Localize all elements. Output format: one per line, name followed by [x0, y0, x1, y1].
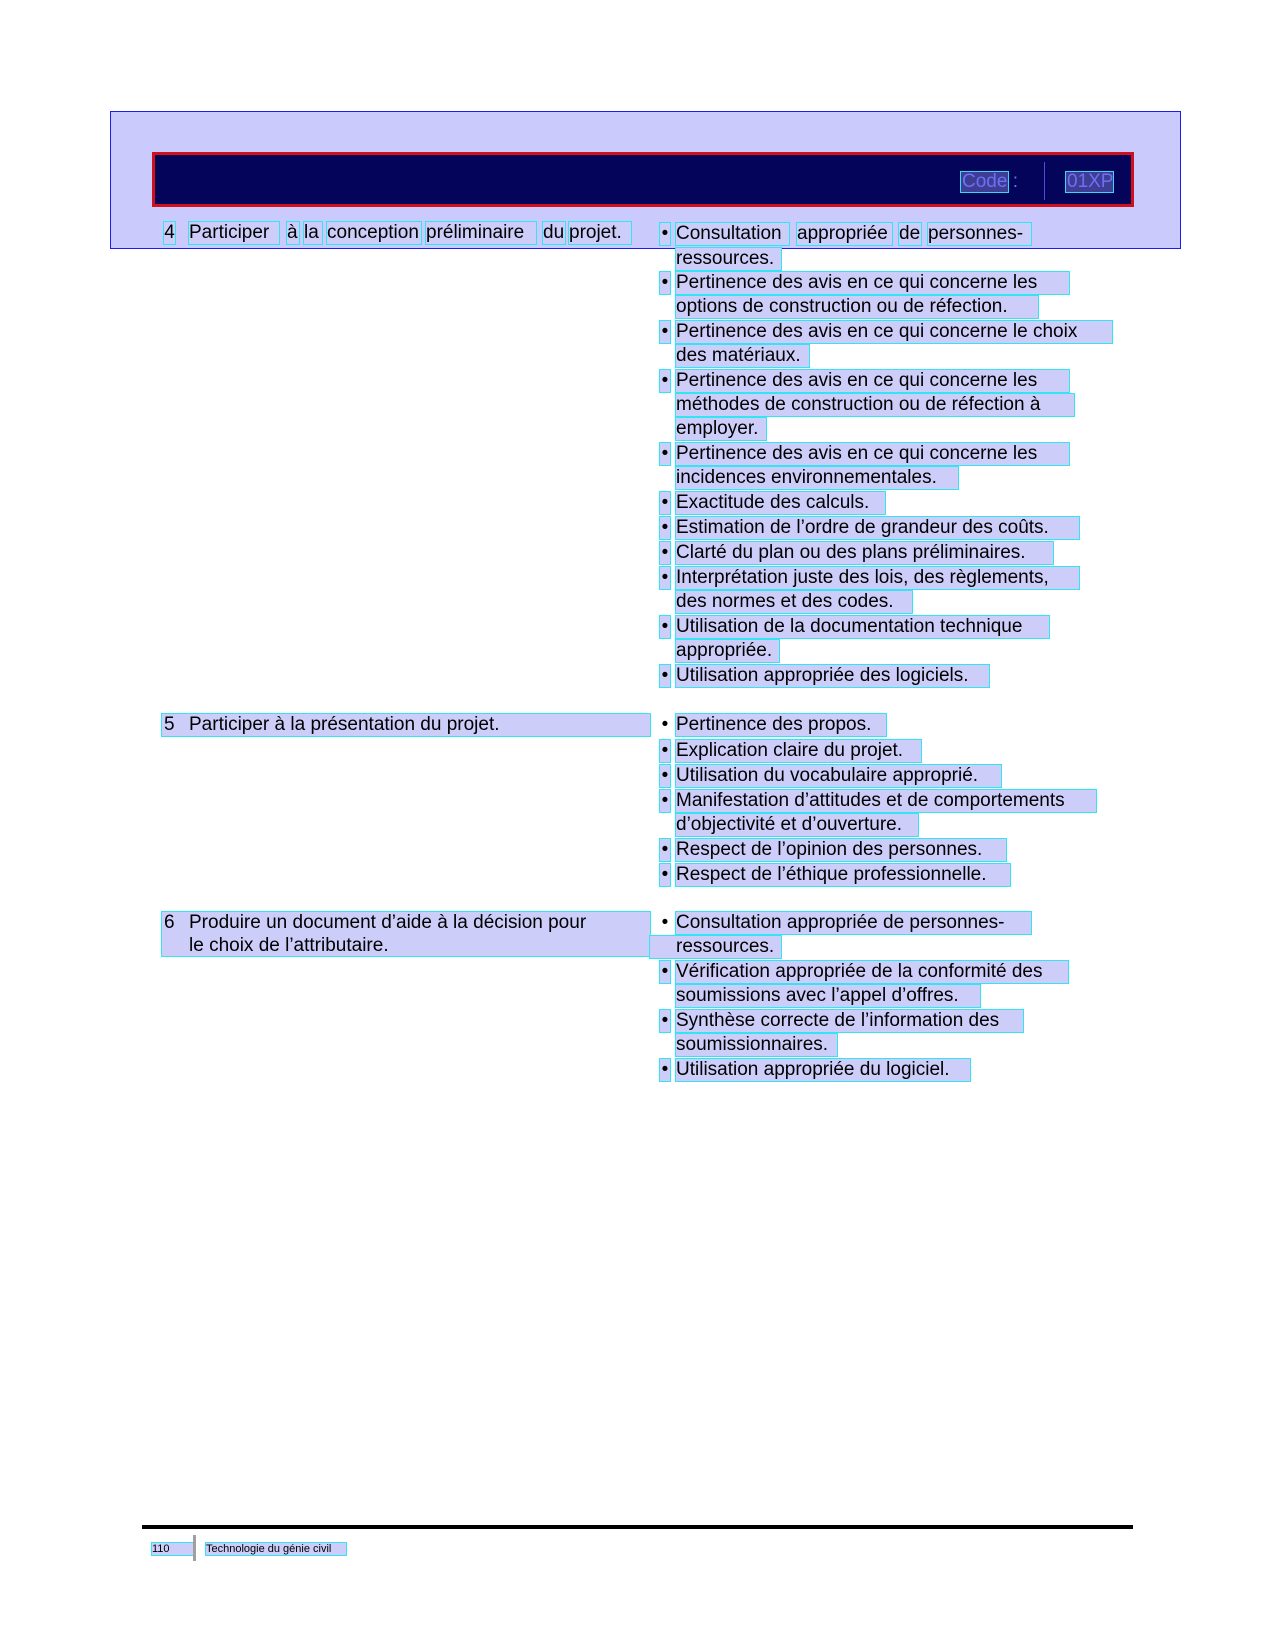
criterion-line: Explication claire du projet. [676, 740, 921, 762]
section-5-title: Participer à la présentation du projet. [189, 714, 500, 735]
criterion-line: méthodes de construction ou de réfection à [676, 394, 1074, 416]
criterion-line: incidences environnementales. [676, 467, 958, 489]
bullet: • [661, 961, 669, 982]
criterion-line: Clarté du plan ou des plans préliminaires. [676, 542, 1053, 564]
criterion-line: Utilisation appropriée du logiciel. [676, 1059, 970, 1081]
bullet: • [661, 616, 669, 637]
bullet: • [661, 740, 669, 761]
section-6-number: 6 [164, 912, 175, 933]
bullet: • [661, 370, 669, 391]
bullet: • [661, 542, 669, 563]
criterion-line: Utilisation appropriée des logiciels. [676, 665, 989, 687]
bullet: • [661, 790, 669, 811]
criterion-word: Consultation [676, 223, 789, 245]
section-4-title-word: Participer [189, 222, 279, 244]
section-6-title-line: le choix de l’attributaire. [189, 935, 389, 956]
criterion-line: Exactitude des calculs. [676, 492, 885, 514]
criterion-line: Consultation appropriée de personnes- [676, 912, 1031, 934]
criterion-line: d’objectivité et d’ouverture. [676, 814, 918, 836]
criterion-line: employer. [676, 418, 766, 440]
bullet: • [661, 1059, 669, 1080]
footer-page-number: 110 [152, 1543, 194, 1555]
section-4-number: 4 [164, 222, 175, 243]
criterion-line: Respect de l’éthique professionnelle. [676, 864, 1010, 886]
criterion-line: Utilisation du vocabulaire approprié. [676, 765, 1001, 787]
section-4-title-word: à [287, 222, 298, 243]
criterion-line: des matériaux. [676, 345, 809, 367]
criterion-line: Utilisation de la documentation technique [676, 616, 1049, 638]
criterion-line: soumissions avec l’appel d’offres. [676, 985, 980, 1007]
bullet: • [661, 665, 669, 686]
criterion-word: appropriée [797, 223, 892, 245]
bullet: • [661, 223, 669, 244]
bullet: • [661, 714, 669, 735]
code-value: 01XP [1067, 171, 1114, 192]
bullet: • [661, 517, 669, 538]
criterion-line-text: ressources. [676, 936, 775, 957]
section-4-title-word: préliminaire [426, 222, 536, 244]
footer-separator [193, 1535, 196, 1561]
criterion-word: personnes- [928, 223, 1031, 245]
bullet: • [661, 567, 669, 588]
bullet: • [661, 912, 669, 933]
section-5-number: 5 [164, 714, 175, 735]
criterion-line: Synthèse correcte de l’information des [676, 1010, 1023, 1032]
criterion-line: Pertinence des propos. [676, 714, 886, 736]
section-4-title-word: du [543, 222, 565, 243]
bullet: • [661, 443, 669, 464]
footer-document-title: Technologie du génie civil [206, 1543, 346, 1555]
criterion-line: options de construction ou de réfection. [676, 296, 1038, 318]
criterion-line: Manifestation d’attitudes et de comportements [676, 790, 1096, 812]
criterion-line: Pertinence des avis en ce qui concerne les [676, 443, 1069, 465]
criterion-line: Pertinence des avis en ce qui concerne les [676, 272, 1069, 294]
criterion-line: Pertinence des avis en ce qui concerne les [676, 370, 1069, 392]
section-5-title-row [162, 714, 650, 736]
section-6-title-line: Produire un document d’aide à la décision pour [189, 912, 587, 933]
criterion-line: des normes et des codes. [676, 591, 912, 613]
section-4-title-word: conception [327, 222, 421, 244]
criterion-line: Pertinence des avis en ce qui concerne le choix [676, 321, 1112, 343]
bullet: • [661, 492, 669, 513]
bullet: • [661, 1010, 669, 1031]
criterion-line: Respect de l’opinion des personnes. [676, 839, 1006, 861]
criterion-line: appropriée. [676, 640, 779, 662]
bullet: • [661, 839, 669, 860]
criterion-word: de [899, 223, 921, 244]
section-4-title-word: la [304, 222, 322, 244]
criterion-line: Interprétation juste des lois, des règlements, [676, 567, 1079, 589]
section-4-title-word: projet. [569, 222, 631, 244]
footer-rule [142, 1525, 1133, 1529]
criterion-line: ressources. [676, 248, 781, 270]
bullet: • [661, 321, 669, 342]
criterion-line: soumissionnaires. [676, 1034, 837, 1056]
criterion-line [650, 936, 781, 958]
bullet: • [661, 864, 669, 885]
header-divider [1044, 162, 1045, 200]
code-label: Code : [962, 171, 1018, 192]
bullet: • [661, 765, 669, 786]
bullet: • [661, 272, 669, 293]
section-6-title-block [162, 912, 650, 956]
criterion-line: Vérification appropriée de la conformité des [676, 961, 1068, 983]
criterion-line: Estimation de l’ordre de grandeur des coûts. [676, 517, 1079, 539]
